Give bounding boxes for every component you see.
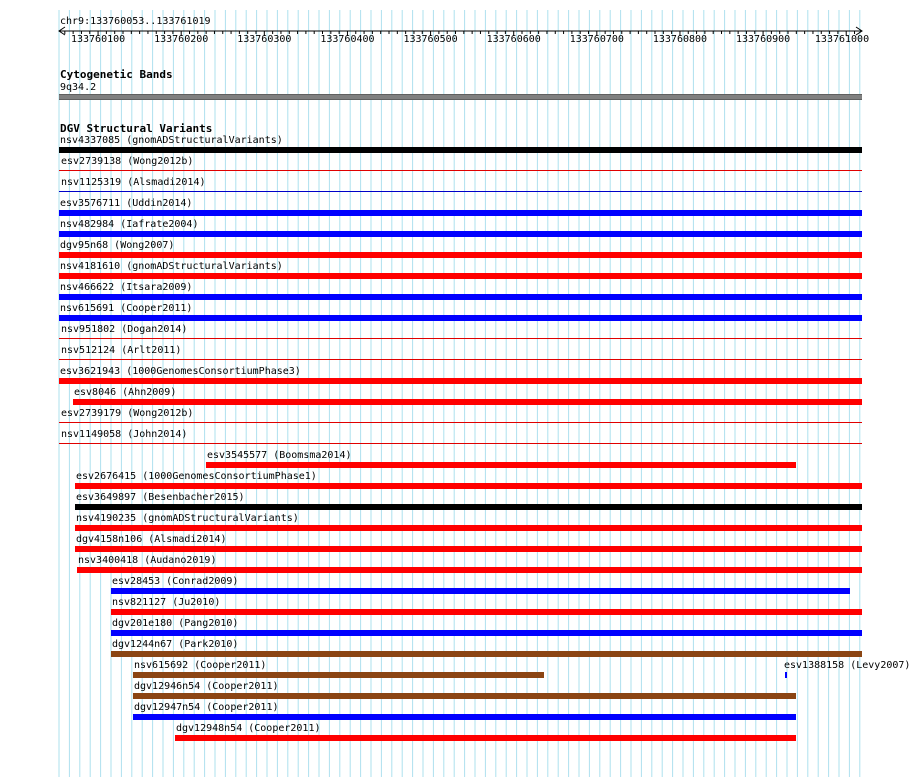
variant-bar[interactable]: [77, 567, 862, 573]
variant-label[interactable]: nsv4190235 (gnomADStructuralVariants): [76, 513, 299, 524]
variant-label[interactable]: nsv482984 (Iafrate2004): [60, 219, 199, 230]
variant-label[interactable]: esv2676415 (1000GenomesConsortiumPhase1): [76, 471, 317, 482]
ruler-tick-label: 133760800: [652, 34, 708, 45]
variant-label[interactable]: esv8046 (Ahn2009): [74, 387, 177, 398]
variant-thin-line[interactable]: [59, 443, 862, 444]
cytoband-track-title: Cytogenetic Bands: [60, 68, 173, 81]
variant-label[interactable]: nsv1125319 (Alsmadi2014): [61, 177, 206, 188]
variant-bar[interactable]: [175, 735, 797, 741]
variant-bar[interactable]: [75, 483, 862, 489]
variant-label[interactable]: nsv951802 (Dogan2014): [61, 324, 188, 335]
variant-bar[interactable]: [75, 525, 862, 531]
region-label: chr9:133760053..133761019: [60, 16, 211, 27]
variant-bar[interactable]: [785, 672, 787, 678]
variant-thin-line[interactable]: [59, 422, 862, 423]
ruler-tick-label: 133760700: [569, 34, 624, 45]
variant-thin-line[interactable]: [59, 338, 862, 339]
variant-label[interactable]: esv3576711 (Uddin2014): [60, 198, 193, 209]
ruler-tick-label: 133760400: [320, 34, 375, 45]
cytoband-label[interactable]: 9q34.2: [60, 82, 97, 93]
variant-label[interactable]: nsv466622 (Itsara2009): [60, 282, 193, 293]
variant-label[interactable]: esv28453 (Conrad2009): [112, 576, 239, 587]
variant-bar[interactable]: [59, 231, 862, 237]
variant-bar[interactable]: [111, 609, 862, 615]
variant-label[interactable]: nsv4337085 (gnomADStructuralVariants): [60, 135, 283, 146]
variant-label[interactable]: dgv12948n54 (Cooper2011): [176, 723, 321, 734]
variant-label[interactable]: nsv615691 (Cooper2011): [60, 303, 193, 314]
variant-bar[interactable]: [75, 546, 862, 552]
variant-label[interactable]: nsv4181610 (gnomADStructuralVariants): [60, 261, 283, 272]
variant-bar[interactable]: [133, 714, 796, 720]
variant-bar[interactable]: [59, 210, 862, 216]
variant-label[interactable]: esv1388158 (Levy2007): [784, 660, 910, 671]
variant-bar[interactable]: [59, 252, 862, 258]
variant-label[interactable]: esv2739179 (Wong2012b): [61, 408, 194, 419]
variant-label[interactable]: esv2739138 (Wong2012b): [61, 156, 194, 167]
variant-label[interactable]: nsv512124 (Arlt2011): [61, 345, 182, 356]
variant-label[interactable]: dgv1244n67 (Park2010): [112, 639, 239, 650]
variant-bar[interactable]: [111, 630, 862, 636]
variant-thin-line[interactable]: [59, 170, 862, 171]
ruler-tick-label: 133761000: [814, 34, 870, 45]
variant-bar[interactable]: [111, 588, 850, 594]
variant-bar[interactable]: [59, 273, 862, 279]
variant-bar[interactable]: [59, 147, 862, 153]
variant-bar[interactable]: [133, 672, 544, 678]
variant-bar[interactable]: [59, 294, 862, 300]
variant-label[interactable]: nsv3400418 (Audano2019): [78, 555, 217, 566]
variant-label[interactable]: esv3649897 (Besenbacher2015): [76, 492, 245, 503]
variant-thin-line[interactable]: [59, 359, 862, 360]
variant-bar[interactable]: [206, 462, 796, 468]
variant-bar[interactable]: [133, 693, 796, 699]
variant-bar[interactable]: [111, 651, 862, 657]
variant-label[interactable]: dgv201e180 (Pang2010): [112, 618, 239, 629]
variant-label[interactable]: dgv4158n106 (Alsmadi2014): [76, 534, 227, 545]
ruler-tick-label: 133760600: [486, 34, 541, 45]
variant-bar[interactable]: [75, 504, 862, 510]
variant-bar[interactable]: [59, 378, 862, 384]
variant-label[interactable]: dgv12946n54 (Cooper2011): [134, 681, 279, 692]
variant-label[interactable]: nsv821127 (Ju2010): [112, 597, 221, 608]
ruler-tick-label: 133760200: [154, 34, 209, 45]
variant-bar[interactable]: [59, 315, 862, 321]
ruler-tick-label: 133760300: [237, 34, 292, 45]
variant-label[interactable]: esv3621943 (1000GenomesConsortiumPhase3): [60, 366, 301, 377]
ruler[interactable]: [0, 0, 890, 60]
variant-label[interactable]: nsv1149058 (John2014): [61, 429, 188, 440]
variant-label[interactable]: dgv12947n54 (Cooper2011): [134, 702, 279, 713]
ruler-tick-label: 133760500: [403, 34, 458, 45]
ruler-tick-label: 133760900: [735, 34, 791, 45]
variant-bar[interactable]: [73, 399, 862, 405]
variant-thin-line[interactable]: [59, 191, 862, 192]
variant-label[interactable]: dgv95n68 (Wong2007): [60, 240, 175, 251]
variant-label[interactable]: esv3545577 (Boomsma2014): [207, 450, 352, 461]
ruler-tick-label: 133760100: [70, 34, 126, 45]
dgv-track-title: DGV Structural Variants: [60, 122, 213, 135]
cytoband-bar[interactable]: [59, 94, 862, 100]
variant-label[interactable]: nsv615692 (Cooper2011): [134, 660, 267, 671]
